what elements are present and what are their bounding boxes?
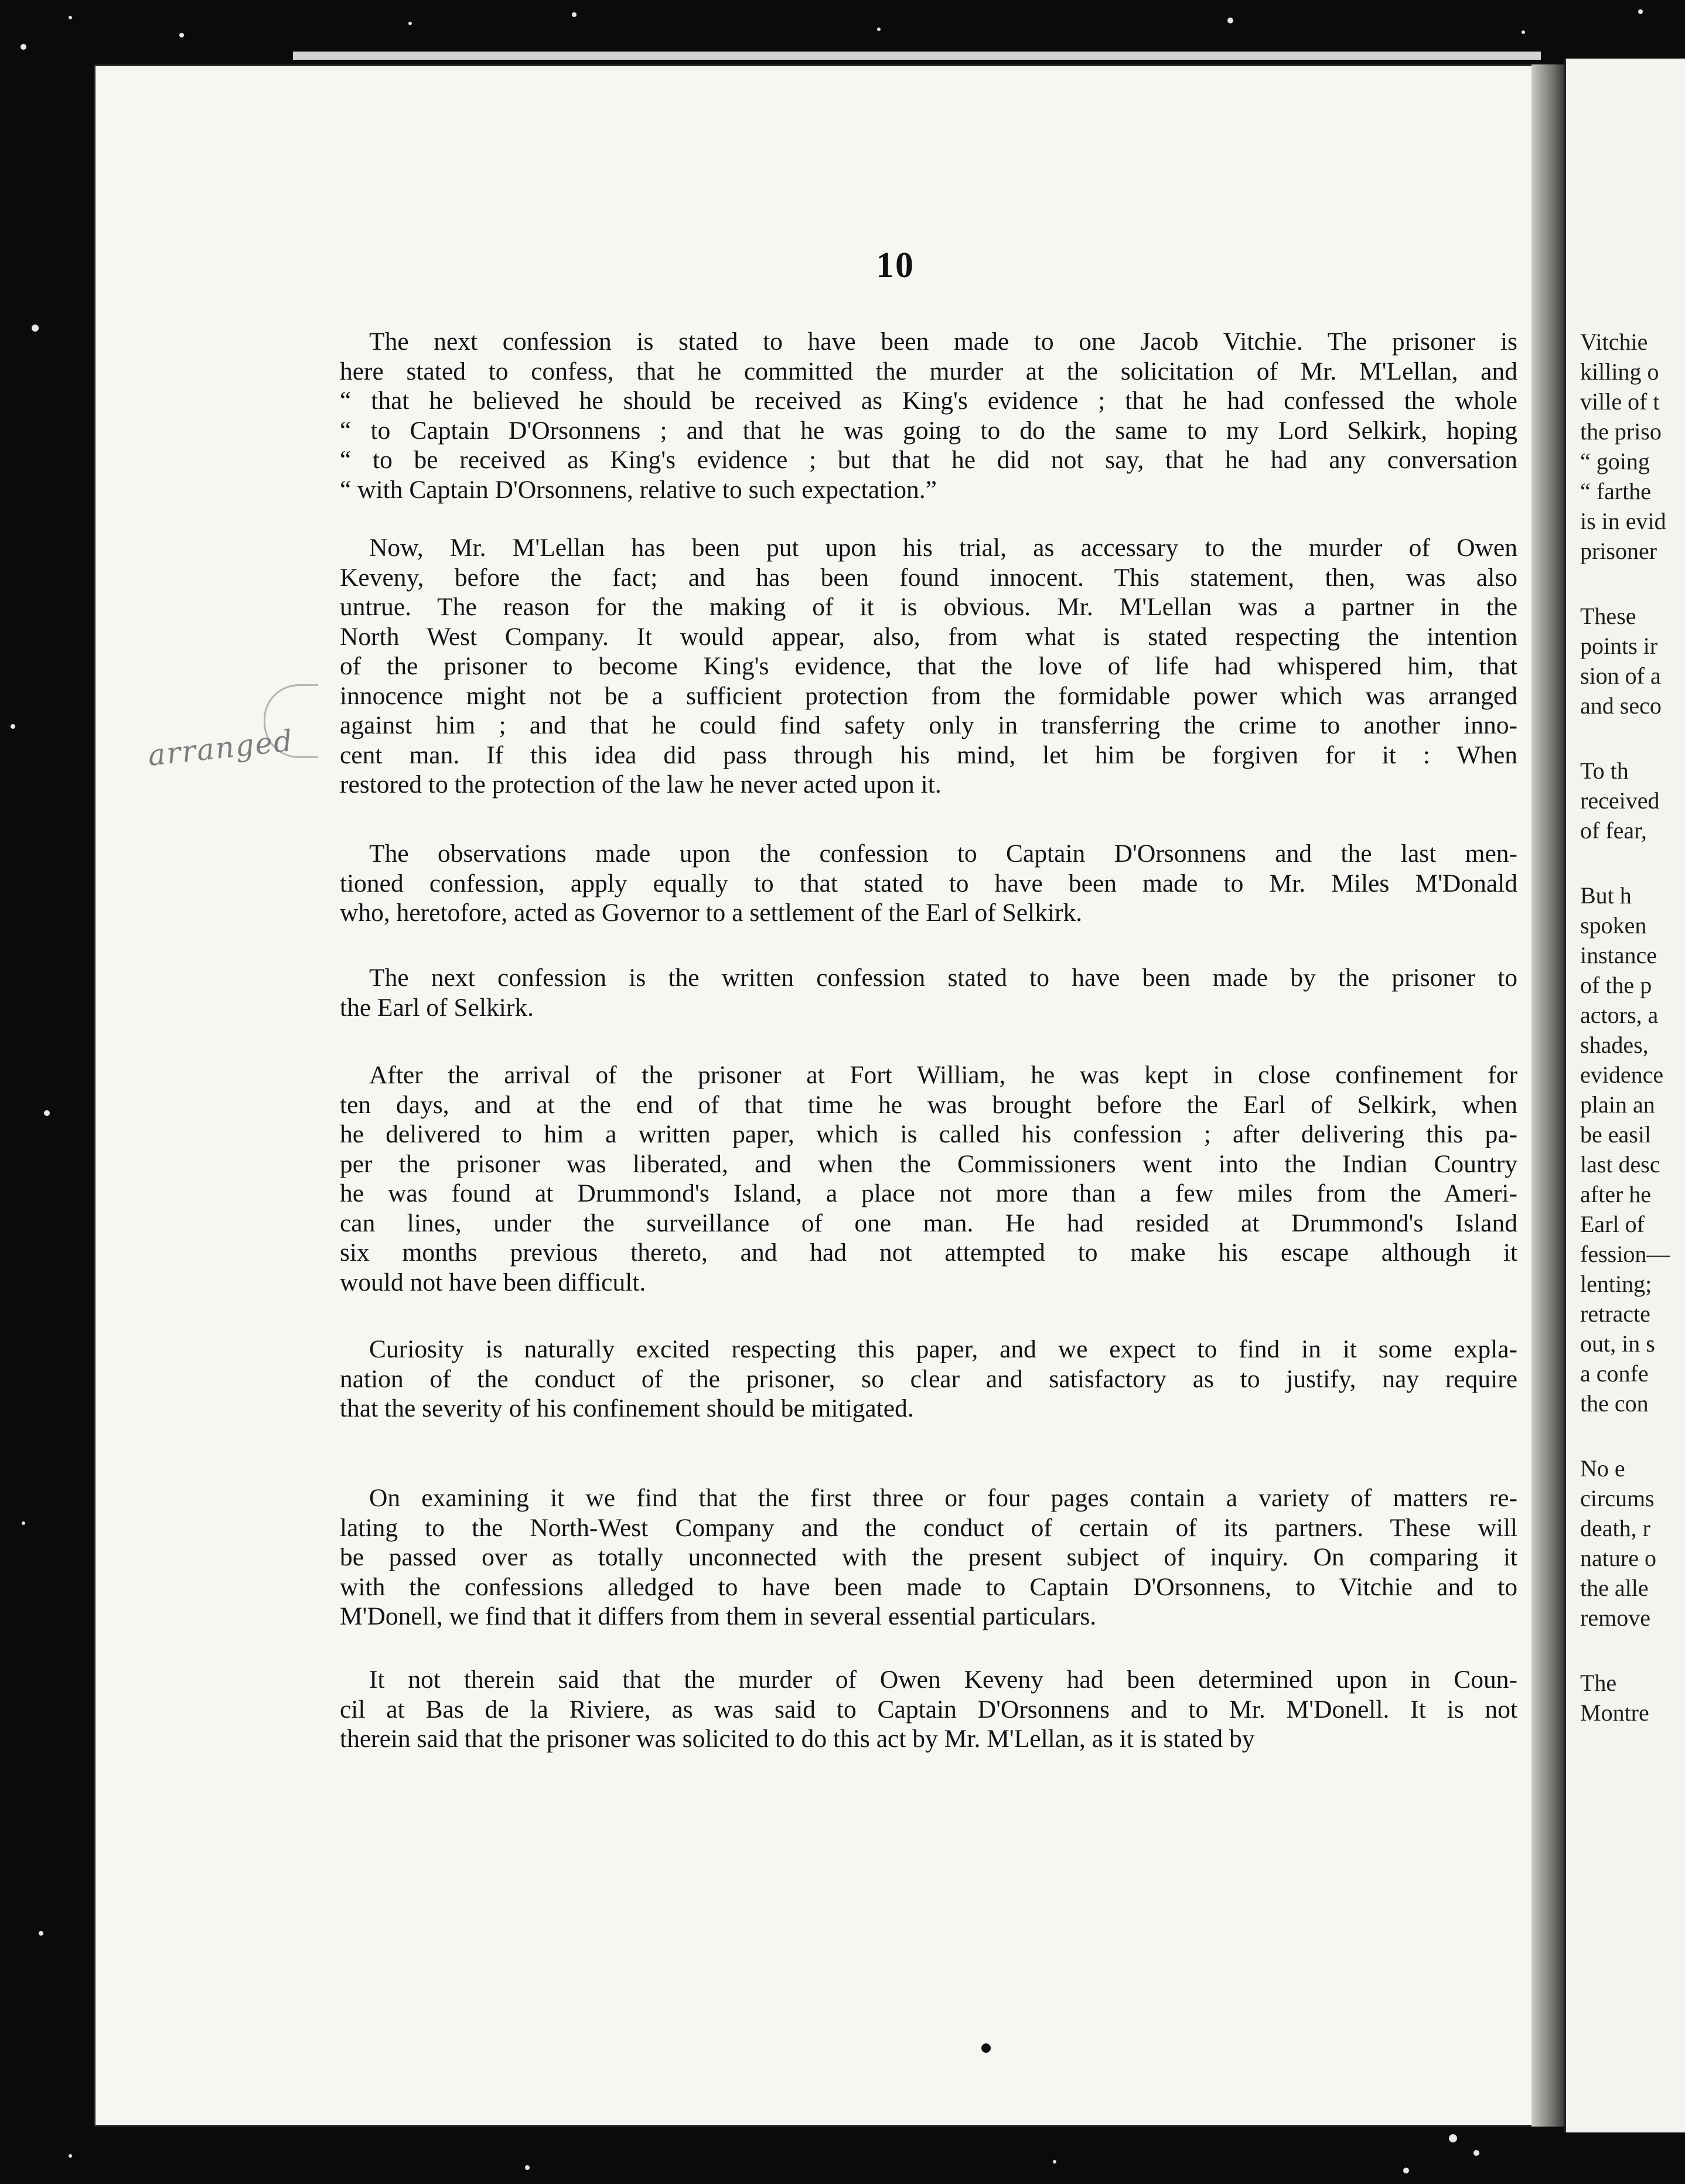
text-line: the Earl of Selkirk. bbox=[340, 993, 534, 1022]
paragraph bbox=[340, 1060, 1517, 1297]
adjacent-page-line: be easil bbox=[1580, 1121, 1652, 1148]
paragraph bbox=[340, 327, 1517, 504]
text-line: with the confessions alledged to have been made to Captain D'Orsonnens, to Vitchie and to bbox=[340, 1572, 1517, 1601]
adjacent-page-line: No e bbox=[1580, 1455, 1625, 1482]
adjacent-page-line: instance bbox=[1580, 942, 1657, 968]
adjacent-page-line: the con bbox=[1580, 1390, 1649, 1417]
adjacent-page-line: last desc bbox=[1580, 1151, 1660, 1178]
adjacent-page-line: spoken bbox=[1580, 912, 1647, 939]
adjacent-page bbox=[1564, 59, 1685, 2132]
adjacent-page-line: received bbox=[1580, 787, 1660, 814]
adjacent-page-line: To th bbox=[1580, 757, 1629, 784]
text-line: “ to be received as King's evidence ; but that he did not say, that he had any conversation bbox=[340, 446, 1517, 474]
paragraph bbox=[340, 839, 1517, 928]
text-line: “ to Captain D'Orsonnens ; and that he was going to do the same to my Lord Selkirk, hoping bbox=[340, 416, 1517, 445]
paragraph bbox=[340, 533, 1517, 800]
text-line: would not have been difficult. bbox=[340, 1268, 646, 1296]
adjacent-page-line: shades, bbox=[1580, 1032, 1649, 1058]
text-line: cil at Bas de la Riviere, as was said to Captain D'Orsonnens and to Mr. M'Donell. It is not bbox=[340, 1695, 1517, 1724]
adjacent-page-line: fession— bbox=[1580, 1241, 1670, 1267]
adjacent-page-line: the alle bbox=[1580, 1575, 1649, 1601]
paragraph bbox=[340, 963, 1517, 1022]
text-line: he was found at Drummond's Island, a place not more than a few miles from the Ameri- bbox=[340, 1179, 1517, 1207]
adjacent-page-line: nature o bbox=[1580, 1545, 1656, 1571]
adjacent-page-line: “ farthe bbox=[1580, 478, 1652, 504]
adjacent-page-line: retracte bbox=[1580, 1301, 1650, 1327]
text-line: be passed over as totally unconnected with the present subject of inquiry. On comparing it bbox=[340, 1543, 1517, 1571]
text-line: six months previous thereto, and had not attempted to make his escape although it bbox=[340, 1238, 1517, 1267]
text-line: It not therein said that the murder of Owen Keveny had been determined upon in Coun- bbox=[369, 1666, 1517, 1694]
text-line: After the arrival of the prisoner at Fort William, he was kept in close confinement for bbox=[369, 1061, 1517, 1089]
text-line: The observations made upon the confession to Captain D'Orsonnens and the last men- bbox=[369, 840, 1517, 868]
paragraph bbox=[340, 1665, 1517, 1754]
text-line: innocence might not be a sufficient protection from the formidable power which was arranged bbox=[340, 681, 1517, 710]
text-line: that the severity of his confinement should be mitigated. bbox=[340, 1394, 914, 1422]
adjacent-page-line: Vitchie bbox=[1580, 329, 1648, 355]
text-line: per the prisoner was liberated, and when the Commissioners went into the Indian Country bbox=[340, 1149, 1517, 1178]
text-line: Now, Mr. M'Lellan has been put upon his trial, as accessary to the murder of Owen bbox=[369, 534, 1517, 562]
adjacent-page-line: circums bbox=[1580, 1485, 1655, 1511]
adjacent-page-line: These bbox=[1580, 603, 1636, 629]
adjacent-page-line: Earl of bbox=[1580, 1211, 1645, 1237]
adjacent-page-line: prisoner bbox=[1580, 538, 1657, 564]
adjacent-page-line: the priso bbox=[1580, 418, 1662, 445]
adjacent-page-line: is in evid bbox=[1580, 508, 1666, 534]
text-line: untrue. The reason for the making of it is obvious. Mr. M'Lellan was a partner in the bbox=[340, 593, 1517, 621]
adjacent-page-line: plain an bbox=[1580, 1091, 1655, 1118]
adjacent-page-line: of the p bbox=[1580, 972, 1652, 998]
printer-dot bbox=[981, 2043, 991, 2053]
text-line: “ with Captain D'Orsonnens, relative to such expectation.” bbox=[340, 475, 937, 504]
adjacent-page-line: a confe bbox=[1580, 1360, 1649, 1387]
text-line: of the prisoner to become King's evidence, that the love of life had whispered him, that bbox=[340, 652, 1517, 680]
text-line: lating to the North-West Company and the conduct of certain of its partners. These will bbox=[340, 1513, 1517, 1542]
page-number: 10 bbox=[876, 245, 915, 285]
adjacent-page-line: of fear, bbox=[1580, 817, 1647, 844]
adjacent-page-line: points ir bbox=[1580, 633, 1658, 659]
text-line: The next confession is stated to have been made to one Jacob Vitchie. The prisoner is bbox=[369, 327, 1517, 356]
adjacent-page-line: death, r bbox=[1580, 1515, 1650, 1541]
text-line: Curiosity is naturally excited respecting this paper, and we expect to find in it some expla- bbox=[369, 1335, 1517, 1363]
adjacent-page-line: sion of a bbox=[1580, 663, 1661, 689]
adjacent-page-line: lenting; bbox=[1580, 1271, 1652, 1297]
text-line: On examining it we find that the first three or four pages contain a variety of matters re- bbox=[369, 1484, 1517, 1512]
text-line: The next confession is the written confession stated to have been made by the prisoner to bbox=[369, 964, 1517, 992]
page-top-edge bbox=[293, 52, 1541, 60]
adjacent-page-line: actors, a bbox=[1580, 1002, 1659, 1028]
text-line: M'Donell, we find that it differs from them in several essential particulars. bbox=[340, 1602, 1097, 1630]
adjacent-page-line: remove bbox=[1580, 1605, 1650, 1631]
text-line: ten days, and at the end of that time he was brought before the Earl of Selkirk, when bbox=[340, 1090, 1517, 1119]
adjacent-page-line: and seco bbox=[1580, 692, 1662, 719]
adjacent-page-line: ville of t bbox=[1580, 388, 1660, 415]
page-fold-shadow bbox=[1531, 64, 1564, 2127]
paragraph bbox=[340, 1335, 1517, 1424]
text-line: who, heretofore, acted as Governor to a settlement of the Earl of Selkirk. bbox=[340, 899, 1083, 927]
text-line: nation of the conduct of the prisoner, so clear and satisfactory as to justify, nay require bbox=[340, 1364, 1517, 1393]
text-line: tioned confession, apply equally to that stated to have been made to Mr. Miles M'Donald bbox=[340, 869, 1517, 898]
text-line: can lines, under the surveillance of one man. He had resided at Drummond's Island bbox=[340, 1209, 1517, 1237]
text-line: he delivered to him a written paper, which is called his confession ; after delivering this pa- bbox=[340, 1120, 1517, 1148]
adjacent-page-line: killing o bbox=[1580, 359, 1659, 385]
adjacent-page-line: But h bbox=[1580, 882, 1632, 909]
text-line: Keveny, before the fact; and has been found innocent. This statement, then, was also bbox=[340, 563, 1517, 592]
text-line: restored to the protection of the law he never acted upon it. bbox=[340, 770, 942, 798]
handwritten-margin-note: arranged bbox=[146, 724, 295, 773]
text-line: “ that he believed he should be received as King's evidence ; that he had confessed the whole bbox=[340, 387, 1517, 415]
adjacent-page-line: after he bbox=[1580, 1181, 1652, 1207]
adjacent-page-line: out, in s bbox=[1580, 1330, 1655, 1357]
adjacent-page-line: “ going bbox=[1580, 448, 1650, 475]
adjacent-page-line: The bbox=[1580, 1670, 1617, 1696]
paragraph bbox=[340, 1483, 1517, 1632]
adjacent-page-line: Montre bbox=[1580, 1700, 1649, 1726]
text-line: North West Company. It would appear, also, from what is stated respecting the intention bbox=[340, 622, 1517, 651]
adjacent-page-line: evidence bbox=[1580, 1062, 1664, 1088]
text-line: here stated to confess, that he committed the murder at the solicitation of Mr. M'Lellan, and bbox=[340, 357, 1517, 385]
text-line: against him ; and that he could find safety only in transferring the crime to another inno- bbox=[340, 711, 1517, 739]
text-line: cent man. If this idea did pass through his mind, let him be forgiven for it : When bbox=[340, 740, 1517, 769]
text-line: therein said that the prisoner was solicited to do this act by Mr. M'Lellan, as it is stated by bbox=[340, 1725, 1255, 1753]
